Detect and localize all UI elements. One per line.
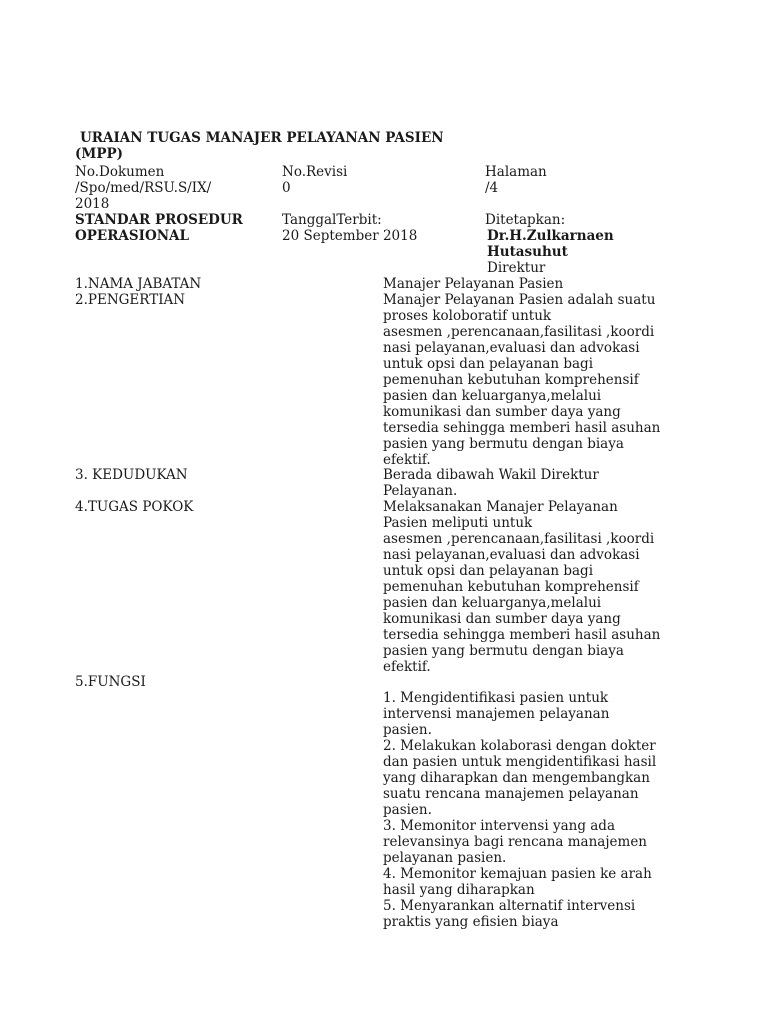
text-line: relevansinya bagi rencana manajemen — [383, 834, 648, 850]
text-line: pasien dan keluarganya,melalui — [383, 388, 602, 404]
section-body-pengertian — [383, 292, 660, 468]
text-line: Pasien meliputi untuk — [383, 515, 533, 531]
text-line: yang diharapkan dan mengembangkan — [383, 770, 650, 786]
text-line: pelayanan pasien. — [383, 850, 507, 866]
text-line: nasi pelayanan,evaluasi dan advokasi — [383, 340, 640, 356]
section-body-kedudukan — [383, 467, 599, 499]
ditetapkan-role: Direktur — [487, 260, 546, 276]
text-line: pemenuhan kebutuhan komprehensif — [383, 579, 639, 595]
section-label-fungsi: 5.FUNGSI — [75, 674, 146, 690]
text-line: 3. Memonitor intervensi yang ada — [383, 818, 615, 834]
text-line: dan pasien untuk mengidentifikasi hasil — [383, 754, 657, 770]
text-line: pasien dan keluarganya,melalui — [383, 595, 602, 611]
operasional-label: OPERASIONAL — [75, 228, 190, 244]
text-line: Manajer Pelayanan Pasien — [383, 276, 564, 292]
text-line: hasil yang diharapkan — [383, 882, 535, 898]
section-label-pengertian: 2.PENGERTIAN — [75, 292, 186, 308]
text-line: komunikasi dan sumber daya yang — [383, 404, 621, 420]
text-line: untuk opsi dan pelayanan bagi — [383, 356, 594, 372]
section-label-tugas-pokok: 4.TUGAS POKOK — [75, 499, 194, 515]
text-line: intervensi manajemen pelayanan — [383, 706, 610, 722]
text-line: tersedia sehingga memberi hasil asuhan — [383, 420, 661, 436]
halaman-label: Halaman — [485, 164, 547, 180]
no-dokumen-value: /Spo/med/RSU.S/IX/ — [75, 180, 212, 196]
document-title-abbr: (MPP) — [75, 146, 124, 162]
text-line: 5. Menyarankan alternatif intervensi — [383, 898, 636, 914]
text-line: asesmen ,perencanaan,fasilitasi ,koordi — [383, 531, 655, 547]
text-line: Berada dibawah Wakil Direktur — [383, 467, 599, 483]
section-label-kedudukan: 3. KEDUDUKAN — [75, 467, 188, 483]
text-line: 4. Memonitor kemajuan pasien ke arah — [383, 866, 652, 882]
text-line: pasien. — [383, 802, 432, 818]
text-line: 2. Melakukan kolaborasi dengan dokter — [383, 738, 656, 754]
ditetapkan-label: Ditetapkan: — [485, 212, 566, 228]
text-line: Manajer Pelayanan Pasien adalah suatu — [383, 292, 656, 308]
text-line: Melaksanakan Manajer Pelayanan — [383, 499, 618, 515]
tanggal-terbit-label: TanggalTerbit: — [282, 212, 382, 228]
ditetapkan-name: Dr.H.Zulkarnaen — [487, 228, 614, 244]
no-revisi-value: 0 — [282, 180, 291, 196]
no-revisi-label: No.Revisi — [282, 164, 348, 180]
no-dokumen-year: 2018 — [75, 196, 110, 212]
section-body-tugas-pokok — [383, 499, 660, 675]
text-line: efektif. — [383, 452, 431, 468]
text-line: 1. Mengidentifikasi pasien untuk — [383, 690, 609, 706]
text-line: pemenuhan kebutuhan komprehensif — [383, 372, 639, 388]
text-line: pasien. — [383, 722, 432, 738]
text-line: proses koloboratif untuk — [383, 308, 552, 324]
section-label-nama-jabatan: 1.NAMA JABATAN — [75, 276, 202, 292]
section-body-nama-jabatan — [383, 276, 563, 292]
text-line: suatu rencana manajemen pelayanan — [383, 786, 639, 802]
document-title: URAIAN TUGAS MANAJER PELAYANAN PASIEN — [80, 130, 444, 146]
text-line: asesmen ,perencanaan,fasilitasi ,koordi — [383, 324, 655, 340]
text-line: pasien yang bermutu dengan biaya — [383, 643, 624, 659]
halaman-value: /4 — [485, 180, 499, 196]
text-line: pasien yang bermutu dengan biaya — [383, 436, 624, 452]
text-line: Pelayanan. — [383, 483, 458, 499]
text-line: tersedia sehingga memberi hasil asuhan — [383, 627, 661, 643]
ditetapkan-surname: Hutasuhut — [487, 244, 568, 260]
no-dokumen-label: No.Dokumen — [75, 164, 165, 180]
text-line: komunikasi dan sumber daya yang — [383, 611, 621, 627]
text-line: praktis yang efisien biaya — [383, 914, 559, 930]
text-line: nasi pelayanan,evaluasi dan advokasi — [383, 547, 640, 563]
standar-prosedur-label: STANDAR PROSEDUR — [75, 212, 243, 228]
text-line: efektif. — [383, 659, 431, 675]
section-body-fungsi — [383, 690, 656, 930]
text-line: untuk opsi dan pelayanan bagi — [383, 563, 594, 579]
tanggal-terbit-value: 20 September 2018 — [282, 228, 418, 244]
